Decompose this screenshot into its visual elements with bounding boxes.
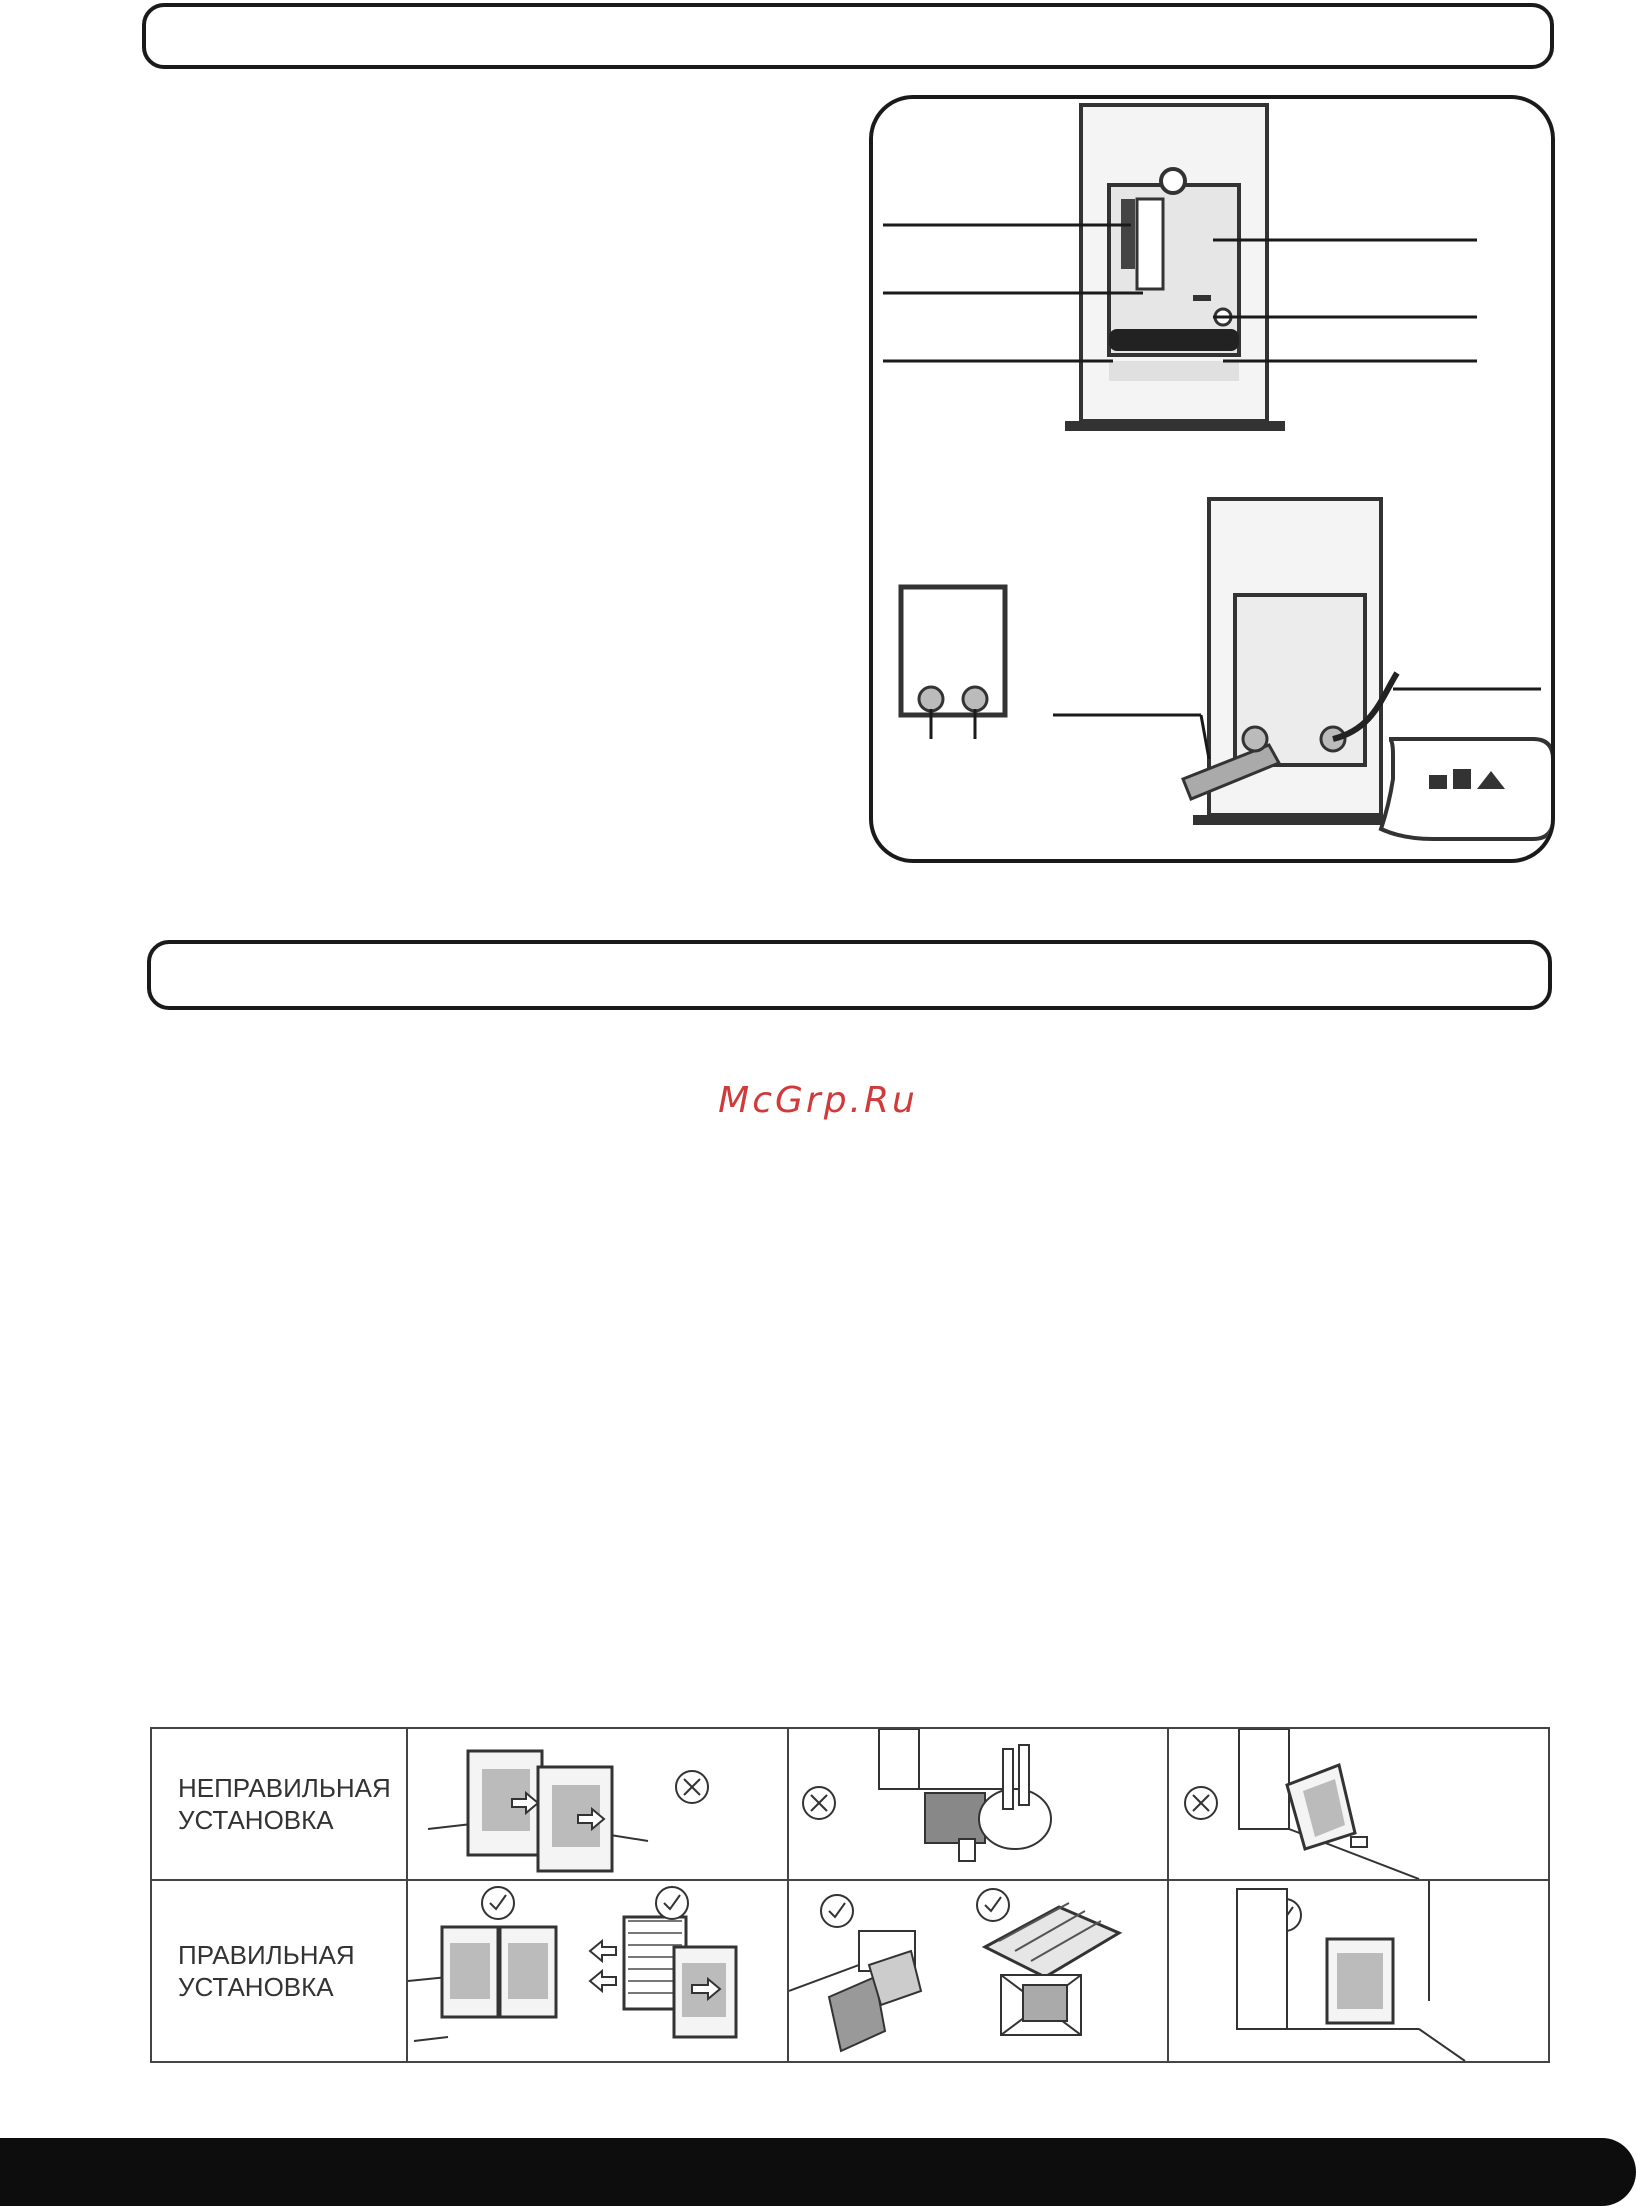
correct-example-1: [407, 1880, 788, 2062]
upper-unit-illustration: [883, 105, 1477, 431]
correct-example-2: [788, 1880, 1169, 2062]
section-header-middle: [147, 940, 1552, 1010]
incorrect-example-3: [1168, 1728, 1549, 1880]
watermark-text: McGrp.Ru: [718, 1080, 918, 1121]
terminal-box-illustration: [901, 587, 1005, 739]
diagram-drawing: [873, 99, 1555, 863]
check-circle-icon: [482, 1887, 514, 1919]
table-row: [151, 1728, 1549, 1880]
table-row: [151, 1880, 1549, 2062]
footer-bar: [0, 2138, 1636, 2206]
incorrect-example-1: [407, 1728, 788, 1880]
cross-circle-icon: [803, 1787, 835, 1819]
unit-wiring-diagram: [869, 95, 1555, 863]
section-header-top: [142, 3, 1554, 69]
installation-examples-table: [150, 1727, 1550, 2063]
check-circle-icon: [821, 1895, 853, 1927]
lower-unit-illustration: [1053, 499, 1553, 839]
correct-example-3: [1168, 1880, 1549, 2062]
label-line: ПРАВИЛЬНАЯ: [178, 1940, 355, 1970]
label-line: УСТАНОВКА: [178, 1972, 334, 2002]
incorrect-example-2: [788, 1728, 1169, 1880]
label-line: НЕПРАВИЛЬНАЯ: [178, 1773, 391, 1803]
cross-circle-icon: [676, 1771, 708, 1803]
check-circle-icon: [977, 1889, 1009, 1921]
row-label-incorrect: [151, 1728, 407, 1880]
cross-circle-icon: [1185, 1787, 1217, 1819]
check-circle-icon: [656, 1887, 688, 1919]
label-line: УСТАНОВКА: [178, 1805, 334, 1835]
row-label-correct: [151, 1880, 407, 2062]
